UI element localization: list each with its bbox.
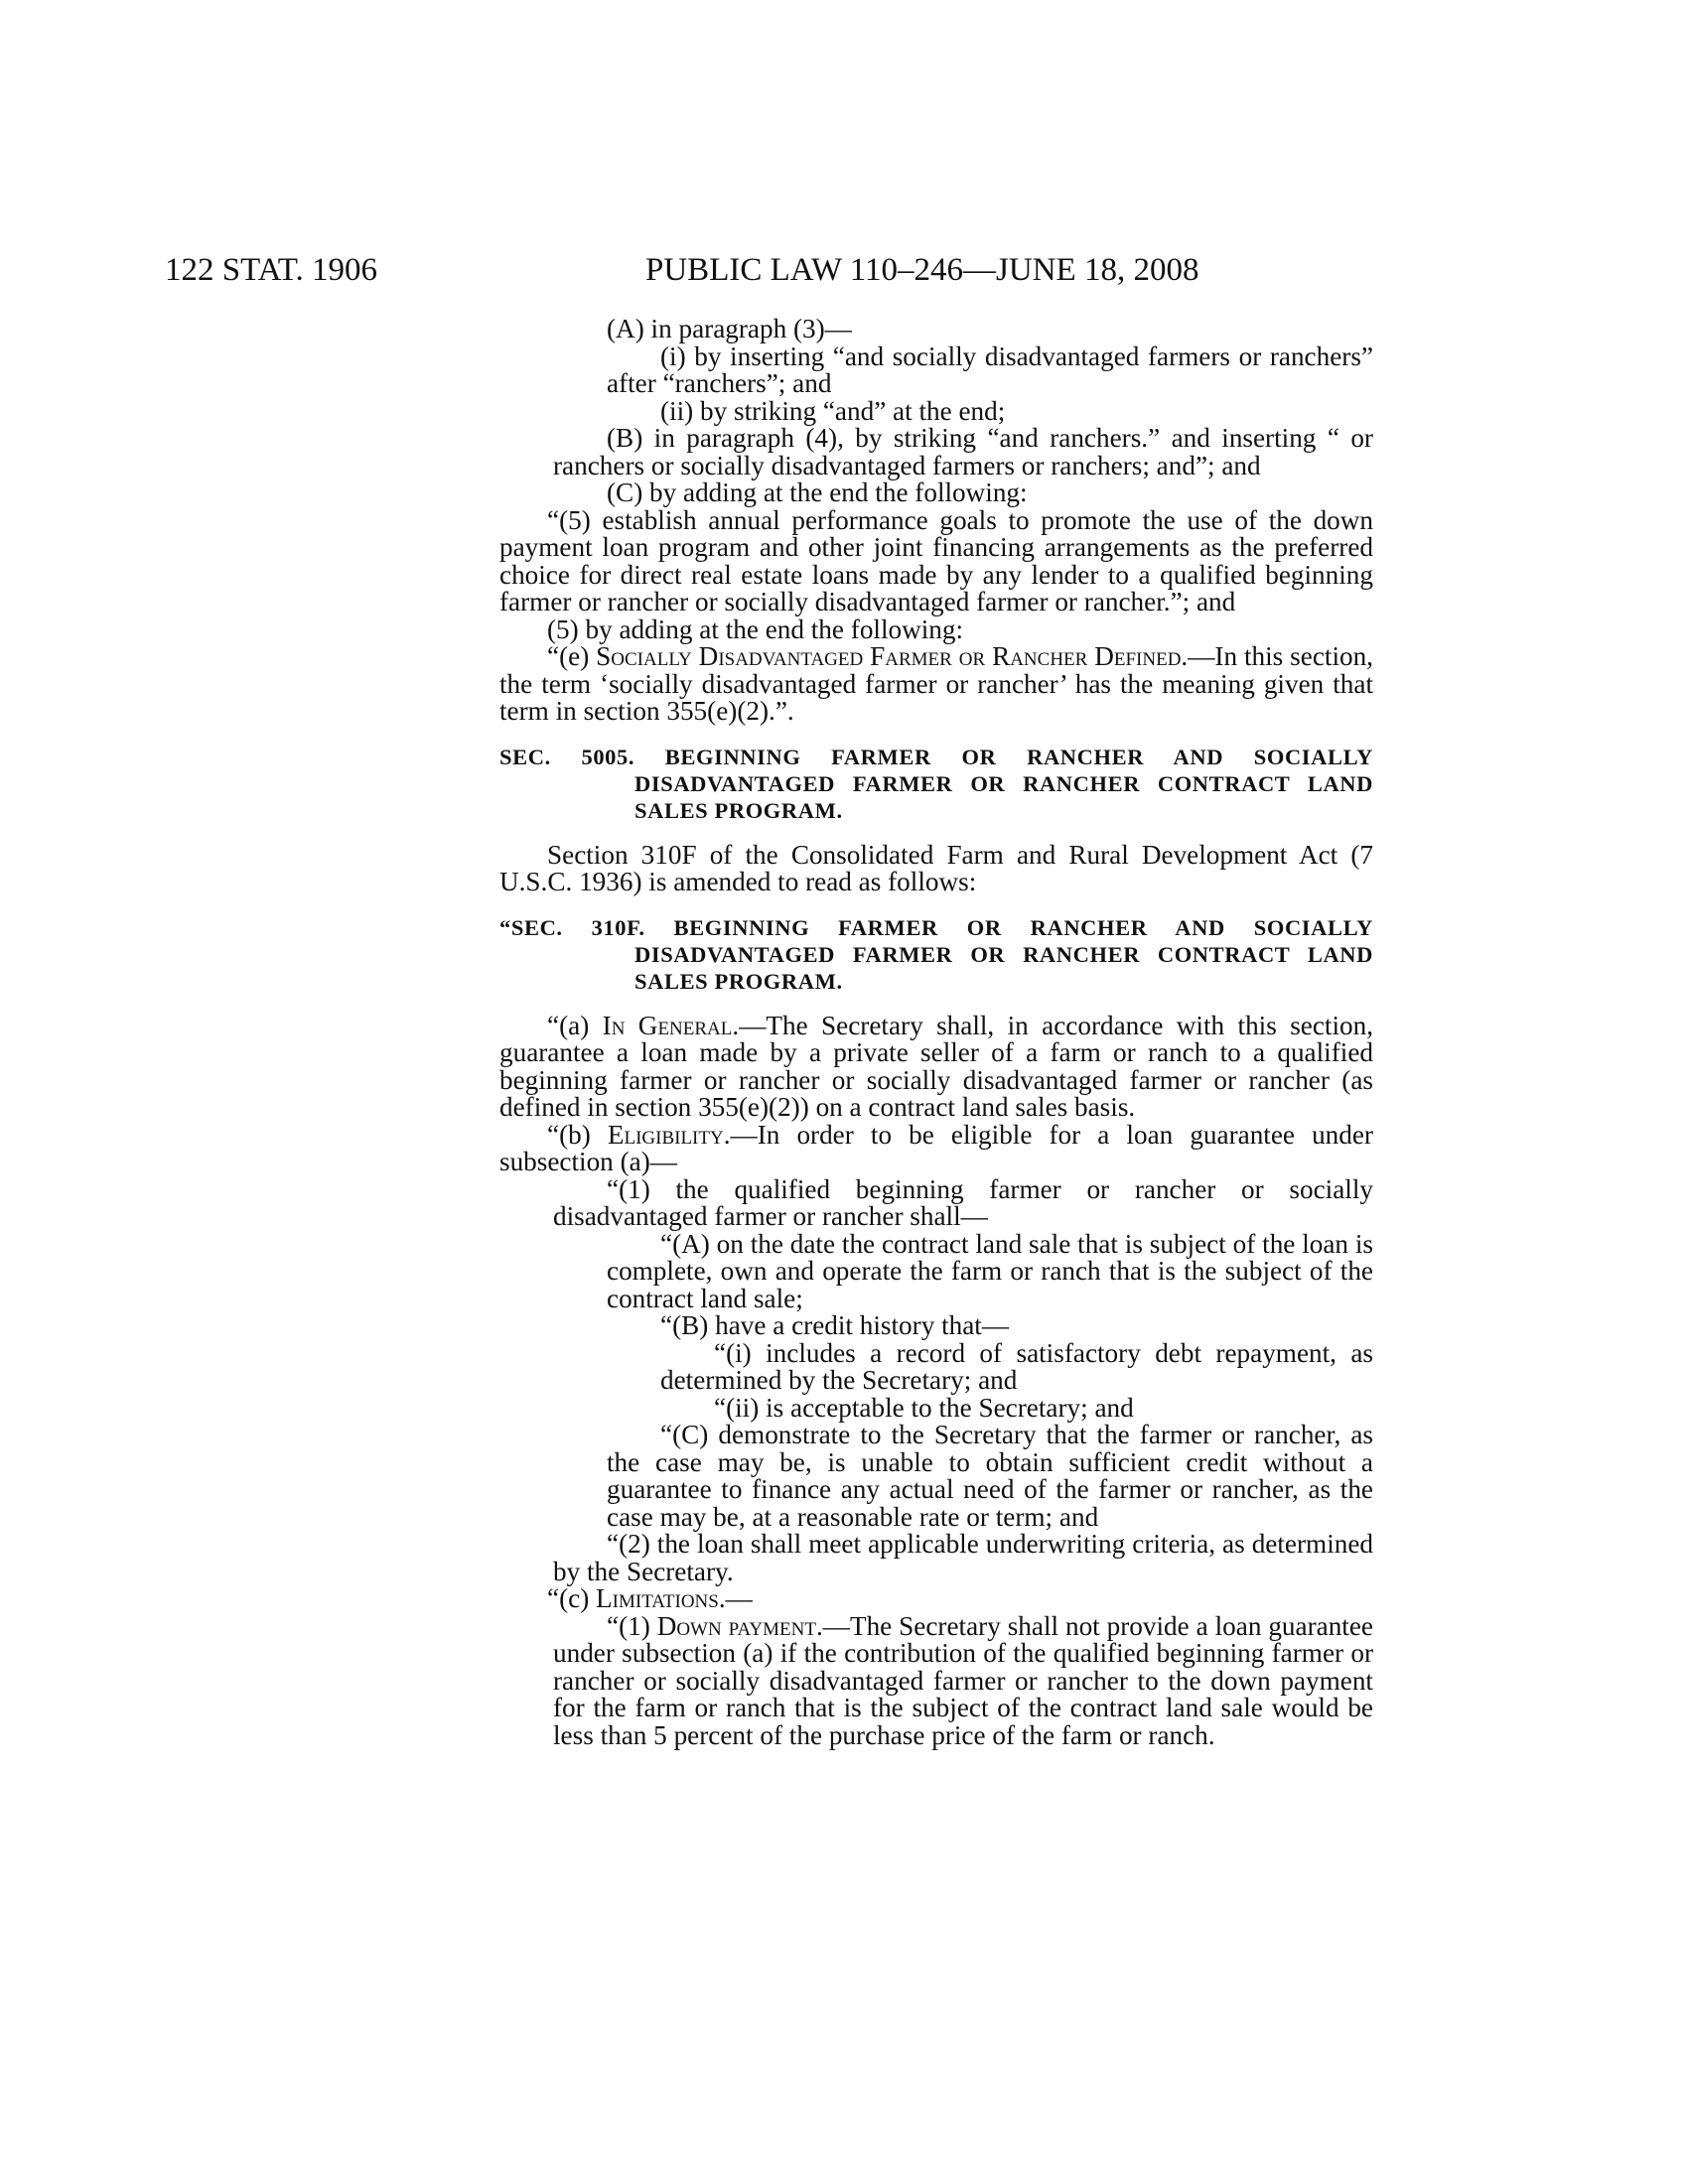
subsection-c-limitations (499, 1585, 1373, 1613)
subsection-a-text: .—The Secretary shall, in accordance with this section, guarantee a loan made by a private seller of a farm or ranch to a qualified beginning farmer or rancher or socially disadvantaged farmer or rancher (as defined in section 355(e)(2)) on a contract land sales basis. (499, 1010, 1373, 1122)
paragraph-c-1-caption: Down payment (656, 1610, 816, 1641)
inserted-paragraph-5: “(5) establish annual performance goals to promote the use of the down payment loan program and other joint financing arrangements as the preferred choice for direct real estate loans made by any lender to a qualified beginning farmer or rancher or socially disadvantaged farmer or rancher.”; and (499, 504, 1373, 616)
subsection-b-eligibility (499, 1119, 1373, 1176)
subsection-c-lead: “(c) (547, 1583, 597, 1613)
subsection-a-lead: “(a) (547, 1010, 603, 1040)
subsection-e-lead: “(e) (547, 641, 597, 671)
paragraph-b-1: “(1) the qualified beginning farmer or rancher or socially disadvantaged farmer or rancher shall— (553, 1173, 1373, 1231)
subsection-e-text: .—In this section, the term ‘socially disadvantaged farmer or rancher’ has the meaning given that term in section 355(e)(2).”. (499, 641, 1373, 726)
subparagraph-b-1-b: “(B) have a credit history that— (660, 1310, 1010, 1340)
statute-page-reference: 122 STAT. 1906 (165, 252, 378, 288)
subparagraph-b-1-a: “(A) on the date the contract land sale that is subject of the loan is complete, own and operate the farm or ranch that is the subject of the contract land sale; (607, 1228, 1373, 1313)
clause-b-1-b-i: “(i) includes a record of satisfactory debt repayment, as determined by the Secretary; and (660, 1337, 1373, 1395)
subsection-c-text: .— (718, 1583, 753, 1613)
paragraph-b-2: “(2) the loan shall meet applicable underwriting criteria, as determined by the Secretary. (553, 1529, 1373, 1586)
paragraph-c-1-down-payment (499, 1610, 1373, 1750)
subsection-a-in-general (499, 1010, 1373, 1122)
clause-i-amendment: (i) by inserting “and socially disadvantaged farmers or ranchers” after “ranchers”; and (607, 341, 1373, 398)
subsection-b-caption: Eligibility (607, 1119, 724, 1150)
clause-ii-amendment: (ii) by striking “and” at the end; (660, 395, 1006, 426)
document-body (499, 316, 1373, 1749)
subsection-e-caption: Socially Disadvantaged Farmer or Rancher Defined (596, 641, 1182, 671)
paragraph-5-amendment: (5) by adding at the end the following: (547, 614, 964, 644)
paragraph-c-1-lead: “(1) (607, 1610, 657, 1641)
public-law-title: PUBLIC LAW 110–246—JUNE 18, 2008 (645, 252, 1199, 288)
subsection-e-definition (499, 643, 1373, 726)
subparagraph-b-1-c: “(C) demonstrate to the Secretary that the farmer or rancher, as the case may be, is unable to obtain sufficient credit without a guarantee to finance any actual need of the farmer or rancher, as the case may be, at a reasonable rate or term; and (607, 1420, 1373, 1532)
section-5005-text: Section 310F of the Consolidated Farm and Rural Development Act (7 U.S.C. 1936) is amended to read as follows: (499, 839, 1373, 896)
section-310f-heading: “SEC. 310F. BEGINNING FARMER OR RANCHER AND SOCIALLY DISADVANTAGED FARMER OR RANCHER CONTRACT LAND SALES PROGRAM. (499, 914, 1373, 994)
subsection-b-lead: “(b) (547, 1119, 608, 1150)
subsection-b-text: .—In order to be eligible for a loan guarantee under subsection (a)— (499, 1119, 1373, 1176)
page-header (165, 248, 1376, 292)
paragraph-c-1-text: .—The Secretary shall not provide a loan guarantee under subsection (a) if the contribution of the qualified beginning farmer or rancher or socially disadvantaged farmer or rancher to the down payment for the farm or ranch that is the subject of the contract land sale would be less than 5 percent of the purchase price of the farm or ranch. (553, 1610, 1373, 1750)
paragraph-c-amendment: (C) by adding at the end the following: (607, 478, 1028, 507)
subsection-c-caption: Limitations (596, 1583, 719, 1613)
section-5005-heading: SEC. 5005. BEGINNING FARMER OR RANCHER AND SOCIALLY DISADVANTAGED FARMER OR RANCHER CONTRACT LAND SALES PROGRAM. (499, 744, 1373, 823)
paragraph-a-amendment: (A) in paragraph (3)— (607, 314, 852, 343)
clause-b-1-b-ii: “(ii) is acceptable to the Secretary; and (714, 1392, 1134, 1423)
subsection-a-caption: In General (602, 1010, 733, 1040)
paragraph-b-amendment: (B) in paragraph (4), by striking “and ranchers.” and inserting “ or ranchers or socially disadvantaged farmers or ranchers; and”; and (553, 423, 1373, 480)
